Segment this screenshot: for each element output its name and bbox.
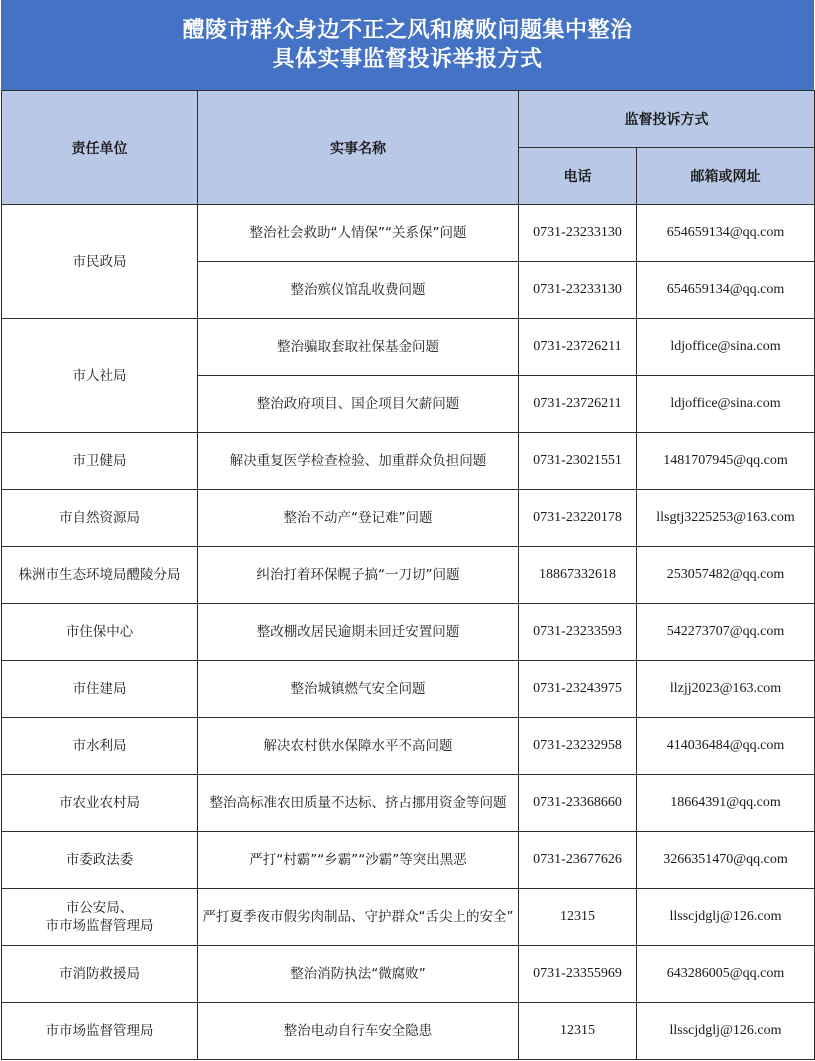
table-row bbox=[2, 604, 815, 661]
responsible-unit bbox=[2, 604, 198, 661]
email-address: 18664391@qq.com bbox=[637, 775, 815, 832]
table-row bbox=[2, 1003, 815, 1060]
phone-number: 18867332618 bbox=[519, 547, 637, 604]
email-address: 654659134@qq.com bbox=[637, 262, 815, 319]
title-line-2: 具体实事监督投诉举报方式 bbox=[272, 46, 543, 72]
phone-number: 0731-23726211 bbox=[519, 376, 637, 433]
email-address: llzjj2023@163.com bbox=[637, 661, 815, 718]
phone-number: 0731-23021551 bbox=[519, 433, 637, 490]
email-address: 3266351470@qq.com bbox=[637, 832, 815, 889]
email-address: ldjoffice@sina.com bbox=[637, 376, 815, 433]
phone-number: 0731-23232958 bbox=[519, 718, 637, 775]
item-name: 整治社会救助“人情保”“关系保”问题 bbox=[198, 205, 519, 262]
table-row bbox=[2, 775, 815, 832]
item-name: 整治城镇燃气安全问题 bbox=[198, 661, 519, 718]
header-unit: 责任单位 bbox=[2, 91, 198, 205]
table-body bbox=[2, 205, 815, 1060]
email-address: 1481707945@qq.com bbox=[637, 433, 815, 490]
table-row bbox=[2, 433, 815, 490]
email-address: 542273707@qq.com bbox=[637, 604, 815, 661]
responsible-unit bbox=[2, 1003, 198, 1060]
item-name: 整治消防执法“微腐败” bbox=[198, 946, 519, 1003]
unit-name-line: 市公安局、 bbox=[65, 900, 134, 916]
unit-name-line: 市委政法委 bbox=[65, 852, 134, 868]
item-name: 整改棚改居民逾期未回迁安置问题 bbox=[198, 604, 519, 661]
responsible-unit bbox=[2, 775, 198, 832]
item-name: 整治殡仪馆乱收费问题 bbox=[198, 262, 519, 319]
item-name: 整治政府项目、国企项目欠薪问题 bbox=[198, 376, 519, 433]
unit-name-line: 市市场监督管理局 bbox=[45, 1023, 154, 1039]
unit-name-line: 市民政局 bbox=[72, 253, 127, 270]
unit-name-line: 市人社局 bbox=[72, 367, 127, 384]
table-row bbox=[2, 490, 815, 547]
unit-name-line: 市住建局 bbox=[72, 681, 127, 697]
phone-number: 12315 bbox=[519, 1003, 637, 1060]
email-address: ldjoffice@sina.com bbox=[637, 319, 815, 376]
phone-number: 0731-23677626 bbox=[519, 832, 637, 889]
item-name: 纠治打着环保幌子搞“一刀切”问题 bbox=[198, 547, 519, 604]
email-address: llsgtj3225253@163.com bbox=[637, 490, 815, 547]
header-email: 邮箱或网址 bbox=[637, 148, 815, 205]
unit-name-line: 市消防救援局 bbox=[59, 966, 140, 982]
table-row bbox=[2, 319, 815, 376]
title-banner bbox=[1, 0, 814, 90]
header-phone: 电话 bbox=[519, 148, 637, 205]
item-name: 严打夏季夜市假劣肉制品、守护群众“舌尖上的安全” bbox=[198, 889, 519, 946]
table-row bbox=[2, 205, 815, 262]
table-row bbox=[2, 889, 815, 946]
unit-name-line: 市卫健局 bbox=[72, 453, 127, 469]
table-row bbox=[2, 718, 815, 775]
responsible-unit bbox=[2, 433, 198, 490]
item-name: 整治骗取套取社保基金问题 bbox=[198, 319, 519, 376]
responsible-unit bbox=[2, 946, 198, 1003]
email-address: 654659134@qq.com bbox=[637, 205, 815, 262]
phone-number: 0731-23368660 bbox=[519, 775, 637, 832]
item-name: 整治不动产“登记难”问题 bbox=[198, 490, 519, 547]
title-line-1: 醴陵市群众身边不正之风和腐败问题集中整治 bbox=[182, 17, 633, 43]
unit-name-line: 市自然资源局 bbox=[59, 510, 140, 526]
unit-name-line: 市市场监督管理局 bbox=[45, 918, 154, 934]
item-name: 整治高标准农田质量不达标、挤占挪用资金等问题 bbox=[198, 775, 519, 832]
phone-number: 0731-23233593 bbox=[519, 604, 637, 661]
table-row bbox=[2, 547, 815, 604]
phone-number: 0731-23355969 bbox=[519, 946, 637, 1003]
table-row bbox=[2, 946, 815, 1003]
email-address: 253057482@qq.com bbox=[637, 547, 815, 604]
responsible-unit bbox=[2, 319, 198, 433]
phone-number: 0731-23243975 bbox=[519, 661, 637, 718]
phone-number: 0731-23220178 bbox=[519, 490, 637, 547]
responsible-unit bbox=[2, 490, 198, 547]
item-name: 解决农村供水保障水平不高问题 bbox=[198, 718, 519, 775]
phone-number: 12315 bbox=[519, 889, 637, 946]
table-row bbox=[2, 661, 815, 718]
email-address: 414036484@qq.com bbox=[637, 718, 815, 775]
email-address: 643286005@qq.com bbox=[637, 946, 815, 1003]
unit-name-line: 市农业农村局 bbox=[59, 795, 140, 811]
responsible-unit bbox=[2, 889, 198, 946]
email-address: llsscjdglj@126.com bbox=[637, 889, 815, 946]
responsible-unit bbox=[2, 832, 198, 889]
responsible-unit bbox=[2, 547, 198, 604]
table-row bbox=[2, 832, 815, 889]
complaint-table bbox=[1, 90, 815, 1060]
item-name: 解决重复医学检查检验、加重群众负担问题 bbox=[198, 433, 519, 490]
phone-number: 0731-23233130 bbox=[519, 262, 637, 319]
item-name: 整治电动自行车安全隐患 bbox=[198, 1003, 519, 1060]
item-name: 严打“村霸”“乡霸”“沙霸”等突出黑恶 bbox=[198, 832, 519, 889]
email-address: llsscjdglj@126.com bbox=[637, 1003, 815, 1060]
header-item: 实事名称 bbox=[198, 91, 519, 205]
phone-number: 0731-23233130 bbox=[519, 205, 637, 262]
header-contact: 监督投诉方式 bbox=[519, 91, 815, 148]
responsible-unit bbox=[2, 718, 198, 775]
unit-name-line: 市住保中心 bbox=[65, 624, 134, 640]
unit-name-line: 株洲市生态环境局醴陵分局 bbox=[18, 567, 181, 583]
phone-number: 0731-23726211 bbox=[519, 319, 637, 376]
responsible-unit bbox=[2, 661, 198, 718]
responsible-unit bbox=[2, 205, 198, 319]
unit-name-line: 市水利局 bbox=[72, 738, 127, 754]
